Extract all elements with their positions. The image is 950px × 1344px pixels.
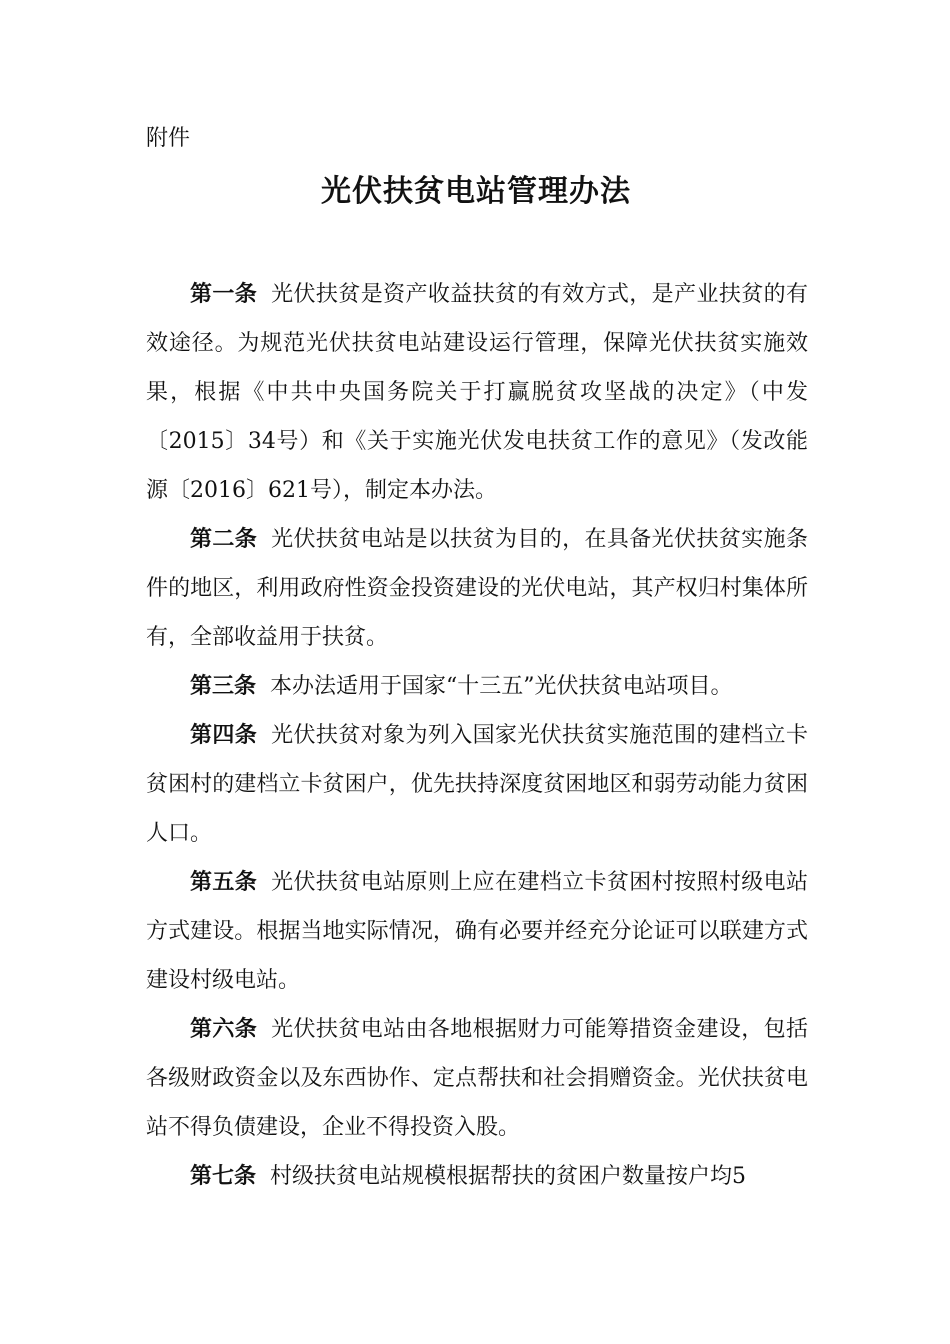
article-7 — [146, 1152, 808, 1201]
article-text: 光伏扶贫电站原则上应在建档立卡贫困村按照村级电站方式建设。根据当地实际情况，确有必要并经充分论证可以联建方式建设村级电站。 — [146, 870, 808, 993]
document-title: 光伏扶贫电站管理办法 — [321, 174, 631, 209]
article-3 — [146, 662, 808, 711]
article-text: 光伏扶贫电站由各地根据财力可能筹措资金建设，包括各级财政资金以及东西协作、定点帮扶和社会捐赠资金。光伏扶贫电站不得负债建设，企业不得投资入股。 — [146, 1017, 808, 1140]
article-text: 光伏扶贫对象为列入国家光伏扶贫实施范围的建档立卡贫困村的建档立卡贫困户，优先扶持深度贫困地区和弱劳动能力贫困人口。 — [146, 723, 808, 846]
article-number: 第三条 — [190, 674, 257, 699]
article-1 — [146, 270, 808, 515]
article-5 — [146, 858, 808, 1005]
document-body — [146, 270, 808, 1201]
article-number: 第一条 — [190, 282, 258, 307]
article-text: 村级扶贫电站规模根据帮扶的贫困户数量按户均5 — [270, 1164, 747, 1189]
article-number: 第四条 — [190, 723, 258, 748]
article-text: 本办法适用于国家“十三五”光伏扶贫电站项目。 — [270, 674, 733, 699]
article-number: 第七条 — [190, 1164, 257, 1189]
attachment-label: 附件 — [146, 126, 191, 151]
article-2 — [146, 515, 808, 662]
article-text: 光伏扶贫是资产收益扶贫的有效方式，是产业扶贫的有效途径。为规范光伏扶贫电站建设运行管理，保障光伏扶贫实施效果，根据《中共中央国务院关于打赢脱贫攻坚战的决定》（中发〔2015〕34号）和《关于实施光伏发电扶贫工作的意见》（发改能源〔2016〕621号），制定本办法。 — [146, 282, 808, 503]
article-text: 光伏扶贫电站是以扶贫为目的，在具备光伏扶贫实施条件的地区，利用政府性资金投资建设的光伏电站，其产权归村集体所有，全部收益用于扶贫。 — [146, 527, 808, 650]
article-6 — [146, 1005, 808, 1152]
article-number: 第五条 — [190, 870, 258, 895]
article-number: 第二条 — [190, 527, 258, 552]
article-number: 第六条 — [190, 1017, 258, 1042]
article-4 — [146, 711, 808, 858]
